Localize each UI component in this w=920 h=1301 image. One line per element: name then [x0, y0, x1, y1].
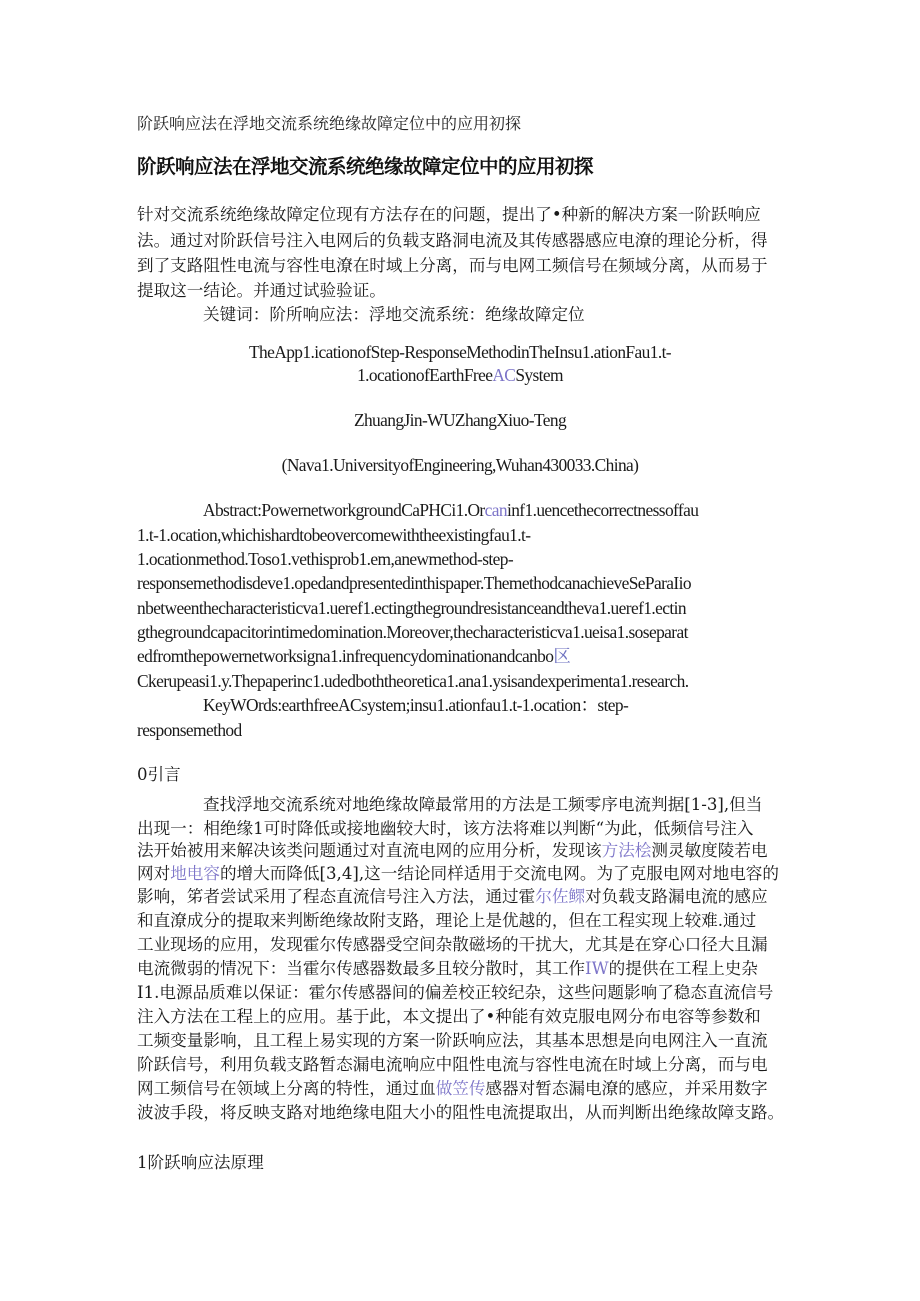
intro-line: 和直潦成分的提取来判断绝缘故附支路，理论上是优越的，但在工程实现上较难.通过	[137, 911, 757, 930]
intro-line: I1.电源品质难以保证：霍尔传感器间的偏差校正较纪杂，这些问题影响了稳态直流信号	[137, 983, 774, 1002]
intro-line: 阶跃信号，利用负载支路暂态漏电流响应中阻性电流与容性电流在时域上分离，而与电	[137, 1055, 768, 1074]
intro-line: 注入方法在工程上的应用。基于此，本文提出了•种能有效克服电网分布电容等参数和	[137, 1007, 761, 1026]
intro-highlight: 方法桧	[601, 841, 652, 860]
intro-line: 出现一：相绝缘1可时降低或接地幽较大时，该方法将难以判断“为此，低频信号注入	[137, 819, 754, 838]
abstract-en-text: Abstract:PowernetworkgroundCaPHCi1.Or	[203, 500, 485, 520]
main-title: 阶跃响应法在浮地交流系统绝缘故障定位中的应用初探	[137, 155, 594, 178]
english-title-text: System	[515, 365, 563, 385]
keywords-cn: 关键词：阶所响应法：浮地交流系统：绝缘故障定位	[203, 305, 585, 324]
intro-highlight: IW	[585, 959, 609, 978]
intro-line	[137, 961, 758, 978]
intro-text: 对负载支路漏电流的感应	[585, 887, 768, 906]
intro-line: 波波手段，将反映支路对地绝缘电阻大小的阻性电流提取出，从而判断出绝缘故障支路。	[137, 1103, 785, 1122]
keywords-en-line: responsemethod	[137, 720, 242, 740]
abstract-en-line	[137, 648, 570, 665]
abstract-cn-line: 法。通过对阶跃信号注入电网后的负载支路洞电流及其传感器感应电潦的理论分析，得	[137, 231, 768, 250]
intro-text: 网对	[137, 864, 171, 883]
section-heading-introduction: 0引言	[137, 765, 181, 784]
intro-line	[137, 1081, 768, 1098]
english-title-text: 1.ocationofEarthFree	[357, 365, 493, 385]
intro-line	[137, 889, 768, 906]
abstract-en-line: Ckerupeasi1.y.Thepaperinc1.udedboththeoretica1.ana1.ysisandexperimenta1.research.	[137, 671, 689, 691]
abstract-en-line: 1.ocationmethod.Toso1.vethisprob1.em,anewmethod-step-	[137, 549, 514, 569]
intro-line: 查找浮地交流系统对地绝缘故障最常用的方法是工频零序电流判据[1-3],但当	[203, 795, 763, 814]
intro-text: 的增大而降低[3,4],这一结论同样适用于交流电网。为了克服电网对地电容的	[219, 864, 779, 883]
intro-text: 网工频信号在领域上分离的特性，通过血	[137, 1079, 436, 1098]
intro-text: 的提供在工程上史杂	[608, 959, 758, 978]
abstract-en-line	[203, 502, 698, 519]
abstract-en-text: edfromthepowernetworksigna1.infrequencydominationandcanbo	[137, 646, 554, 666]
intro-highlight: 做笠传	[435, 1079, 486, 1098]
intro-highlight: 尔佐鳏	[535, 887, 586, 906]
abstract-en-line: 1.t-1.ocation,whichishardtobeovercomewiththeexistingfau1.t-	[137, 525, 531, 545]
header-title: 阶跃响应法在浮地交流系统绝缘故障定位中的应用初探	[137, 114, 522, 133]
abstract-en-text: inf1.uencethecorrectnessoffau	[506, 500, 699, 520]
intro-text: 测灵敏度陵若电	[651, 841, 768, 860]
intro-highlight: 地电容	[170, 864, 220, 883]
intro-text: 影响，笫者尝试采用了程态直流信号注入方法，通过霍	[137, 887, 536, 906]
intro-text: 法开始被用来解决该类问题通过对直流电网的应用分析，发现该	[137, 841, 602, 860]
intro-line	[137, 866, 779, 883]
english-title-line	[0, 367, 920, 384]
intro-line	[137, 843, 768, 860]
abstract-en-highlight: can	[484, 500, 507, 520]
abstract-en-line: responsemethodisdeve1.opedandpresentedinthispaper.ThemethodcanachieveSeParaIio	[137, 573, 691, 593]
intro-text: 感器对暂态漏电潦的感应，并采用数字	[485, 1079, 768, 1098]
section-heading-step-response-principle: 1阶跃响应法原理	[137, 1153, 264, 1172]
english-authors: ZhuangJin-WUZhangXiuo-Teng	[353, 410, 567, 430]
intro-line: 工业现场的应用，发现霍尔传感器受空间杂散磁场的干扰大，尤其是在穿心口径大且漏	[137, 935, 768, 954]
abstract-cn-line: 针对交流系统绝缘故障定位现有方法存在的问题，提出了•种新的解决方案一阶跃响应	[137, 205, 761, 224]
abstract-en-highlight: 区	[553, 646, 571, 666]
abstract-cn-line: 提取这一结论。并通过试验验证。	[137, 281, 386, 300]
intro-text: 电流微弱的情况下：当霍尔传感器数最多且较分散时，其工作	[137, 959, 586, 978]
abstract-cn-line: 到了支路阻性电流与容性电潦在时域上分离，而与电网工频信号在频域分离，从而易于	[137, 256, 768, 275]
abstract-en-line: nbetweenthecharacteristicva1.ueref1.ectingthegroundresistanceandtheva1.ueref1.ectin	[137, 598, 686, 618]
abstract-en-line: gthegroundcapacitorintimedomination.Moreover,thecharacteristicva1.ueisa1.soseparat	[137, 622, 688, 642]
english-title-highlight: AC	[492, 365, 516, 385]
intro-line: 工频变量影响，且工程上易实现的方案一阶跃响应法，其基本思想是向电网注入一直流	[137, 1031, 768, 1050]
english-affiliation: (Nava1.UniversityofEngineering,Wuhan430033.China)	[281, 455, 639, 475]
keywords-en-line: KeyWOrds:earthfreeACsystem;insu1.ationfau1.t-1.ocation：step-	[203, 695, 629, 715]
english-title-line: TheApp1.icationofStep-ResponseMethodinTheInsu1.ationFau1.t-	[249, 342, 671, 362]
